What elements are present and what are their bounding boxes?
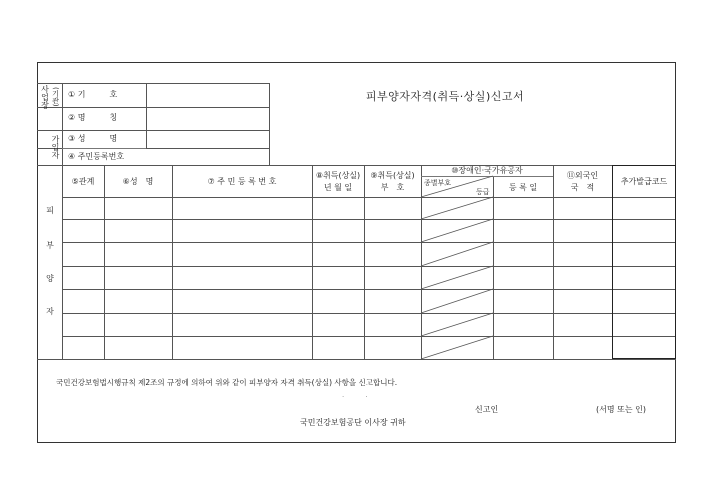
col-foreigner-2: 국 적: [570, 183, 595, 192]
dependents-label-2: 부: [46, 241, 54, 250]
col-acq-date-2: 년 월 일: [323, 183, 353, 192]
addressee-text: 국민건강보험공단 이사장 귀하: [300, 418, 406, 427]
subscriber-name-label: ③ 성 명: [68, 134, 118, 143]
signature-label: (서명 또는 인): [596, 405, 646, 414]
col-disabled-merit: ⑩장애인·국가유공자: [451, 166, 523, 175]
col-extra-code: 추가발급코드: [620, 177, 668, 186]
business-name-label: ② 명 칭: [68, 113, 118, 122]
col-relation: ⑤관계: [71, 177, 95, 186]
applicant-label: 신고인: [475, 405, 499, 414]
col-acq-code-2: 부 호: [380, 183, 405, 192]
symbol-label: ① 기 호: [68, 90, 118, 99]
date-marks: · ·: [342, 393, 368, 401]
col-name: ⑥성 명: [122, 177, 154, 186]
declaration-text: 국민건강보험법시행규칙 제2조의 규정에 의하여 위와 같이 피부양자 자격 취득(상실) 사항을 신고합니다.: [56, 378, 398, 387]
business-section-label: 사업장 (기관): [40, 85, 60, 109]
dependents-label-3: 양: [46, 274, 54, 283]
subscriber-rrn-label: ④ 주민등록번호: [68, 152, 125, 161]
col-foreigner-1: ⑪외국인: [566, 171, 599, 180]
col-grade: 등급: [476, 188, 490, 196]
col-type-code: 종별부호: [424, 179, 452, 187]
subscriber-section-label: 가입자: [51, 135, 60, 159]
col-acq-code-1: ⑨취득(상실): [370, 171, 415, 180]
col-reg-date: 등 록 일: [508, 183, 538, 192]
dependents-label-4: 자: [46, 307, 54, 316]
form-title: 피부양자자격(취득·상실)신고서: [365, 90, 525, 103]
col-rrn: ⑦ 주 민 등 록 번 호: [207, 177, 277, 186]
dependents-label-1: 피: [46, 206, 54, 215]
col-acq-date-1: ⑧취득(상실): [315, 171, 361, 180]
